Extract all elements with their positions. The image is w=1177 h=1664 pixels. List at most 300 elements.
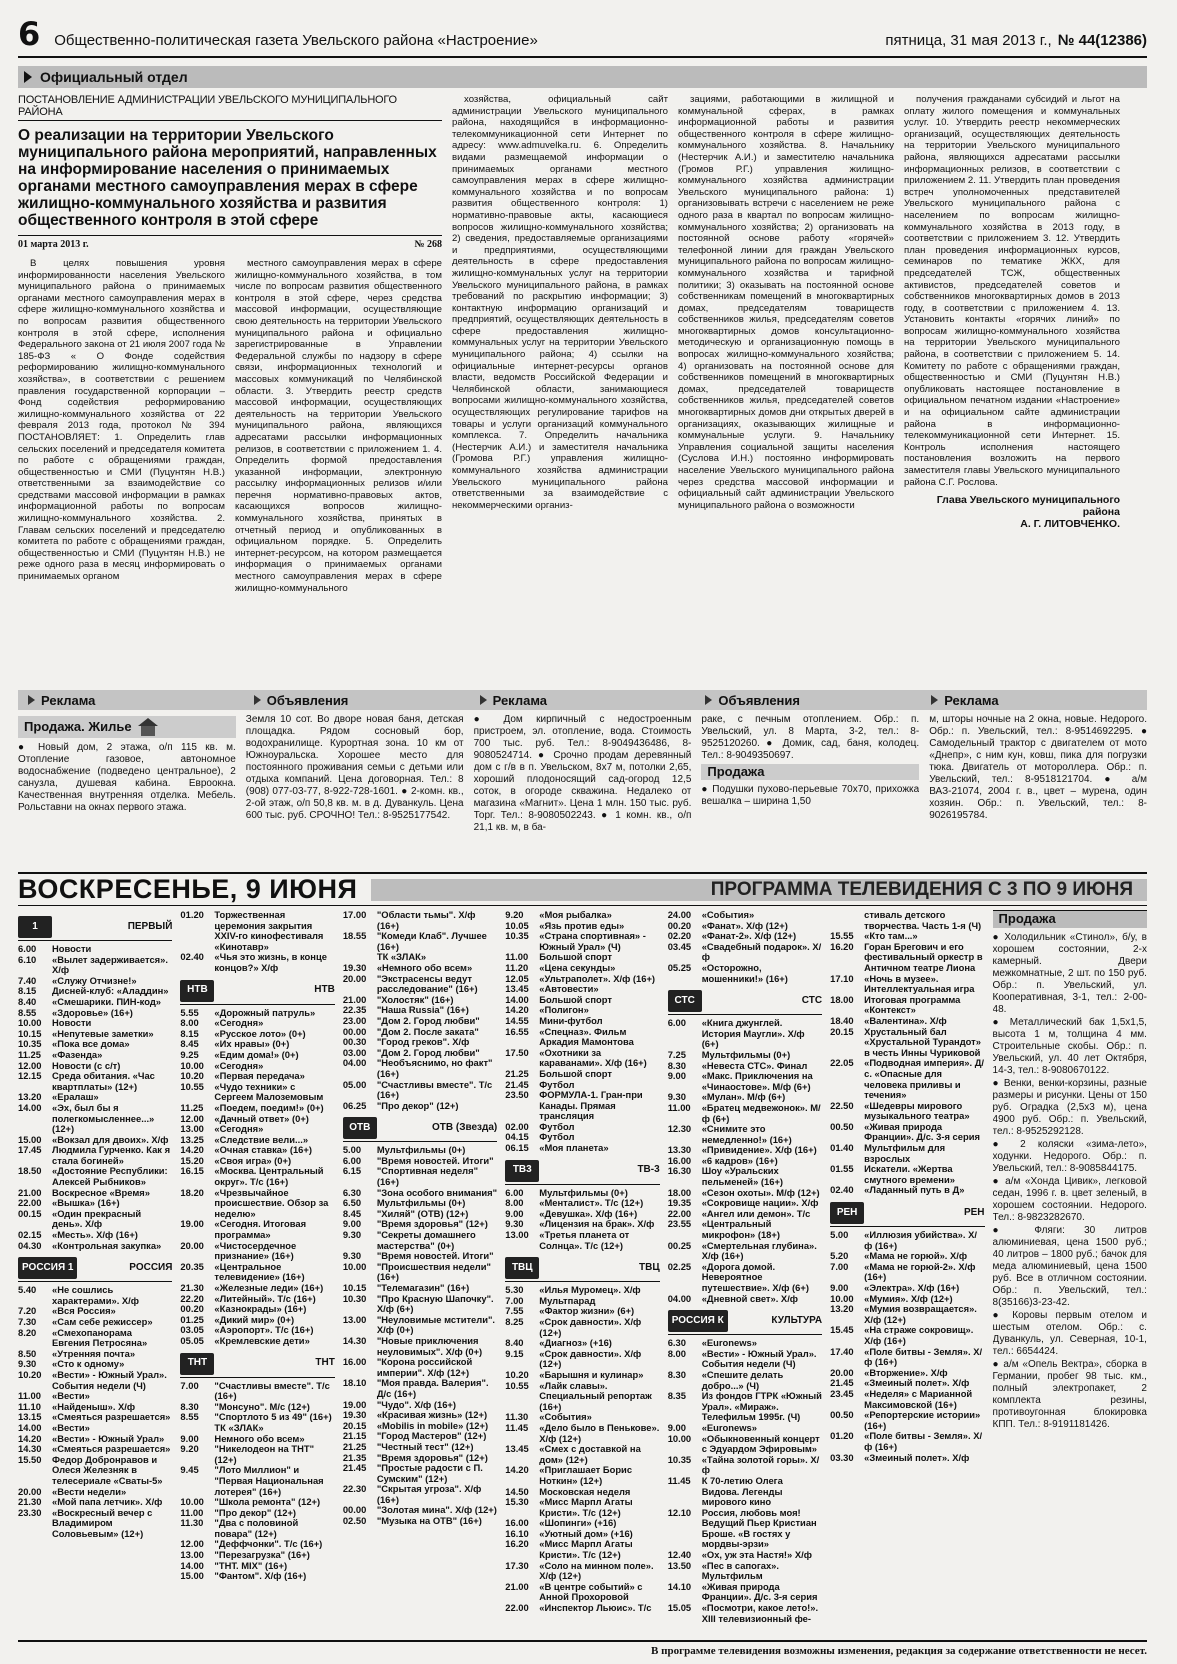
tv-time: 11.20: [505, 961, 529, 973]
tv-time: 22.00: [505, 1602, 529, 1614]
tv-time: 16.20: [830, 940, 854, 952]
tv-show: «Сегодня»: [214, 1017, 264, 1029]
decree-heading: ПОСТАНОВЛЕНИЕ АДМИНИСТРАЦИИ УВЕЛЬСКОГО МУНИЦИПАЛЬНОГО РАЙОНА: [18, 94, 442, 121]
tv-listing: [668, 1166, 822, 1187]
tv-listing: [343, 1230, 497, 1251]
tv-listing: [668, 1582, 822, 1603]
tv-listing: [830, 1027, 984, 1059]
tv-show: Мультфильмы (0+): [376, 1144, 466, 1156]
tv-show: «Воскресный вечер с Владимиром Соловьевым» (12+): [52, 1506, 153, 1539]
tv-time: 8.30: [667, 1368, 686, 1380]
tv-show: «Вести недели»: [52, 1485, 127, 1497]
sale-item: ● Венки, венки-корзины, разные размеры и рисунки. Цены от 150 руб. Оградка (2,5х3 м), цена 4900 руб. Обр.: п. Увельский, тел.: 8-9525292128.: [992, 1077, 1147, 1137]
tv-show: «Макс. Приключения на «Чинаостове». М/ф (6+): [701, 1070, 813, 1092]
sale-items: [993, 932, 1147, 1431]
tv-time: 9.00: [667, 1070, 686, 1082]
tv-time: 03.30: [830, 1451, 854, 1463]
tv-show: «Осторожно, мошенники!» (16+): [701, 961, 788, 984]
tv-listing: [343, 1463, 497, 1484]
tv-show: «Мумия». Х/ф (12+): [864, 1292, 953, 1304]
tv-show: «Тайна золотой горы». Х/ф: [701, 1453, 820, 1476]
tv-show: «Снимите это немедленно!» (16+): [701, 1123, 792, 1145]
tv-time: 20.15: [830, 1025, 854, 1037]
tv-time: 01.55: [830, 1163, 854, 1175]
tv-time: 21.15: [342, 1430, 367, 1442]
tv-time: 21.35: [342, 1451, 367, 1463]
tv-show: «Моя планета»: [539, 1142, 609, 1154]
tv-show: «Своя игра» (0+): [214, 1154, 292, 1166]
tv-time: 8.00: [667, 1347, 686, 1359]
housing-heading: [18, 716, 236, 738]
tv-time: 14.00: [505, 993, 529, 1005]
ads-column-4: [701, 714, 919, 866]
tv-time: 21.30: [180, 1282, 204, 1293]
tv-show: Большой спорт: [539, 951, 612, 963]
channel-logo-icon: РОССИЯ 1: [18, 1257, 77, 1279]
tv-show: «Дикий мир» (0+): [214, 1313, 295, 1325]
tv-show: "Спортивная неделя" (16+): [376, 1165, 479, 1188]
channel-name: СТС: [801, 994, 823, 1006]
tv-show: «Автовести»: [539, 983, 599, 995]
tv-show: «Невеста СТС». Финал: [701, 1059, 808, 1071]
tv-time: 14.20: [180, 1144, 204, 1156]
tv-time: 10.00: [180, 1059, 204, 1071]
tv-listing: [180, 1381, 334, 1402]
tv-show: «Приглашает Борис Ноткин» (12+): [539, 1464, 633, 1486]
tv-listing: [668, 1262, 822, 1294]
tv-listing: [18, 1050, 172, 1061]
tv-listing: [830, 942, 984, 974]
tv-listing: [830, 1283, 984, 1294]
ads-column-2: [246, 714, 464, 866]
tv-time: 22.35: [342, 1004, 367, 1016]
tv-time: 02.20: [667, 930, 692, 942]
tv-show: Федор Добронравов и Олеся Железняк в телесериале «Сваты-5»: [52, 1453, 163, 1486]
tv-show: «Дело было в Пенькове». Х/ф (12+): [539, 1421, 660, 1444]
tv-time: 8.55: [18, 1006, 37, 1018]
decree-date: 01 марта 2013 г.: [18, 239, 89, 250]
tv-time: 20.00: [180, 1239, 204, 1251]
tv-column: [18, 910, 172, 1630]
sale-column: [993, 910, 1147, 1630]
tv-program-title: ПРОГРАММА ТЕЛЕВИДЕНИЯ С 3 ПО 9 ИЮНЯ: [371, 879, 1147, 901]
tv-listing: [18, 1103, 172, 1135]
tv-listing: [18, 955, 172, 976]
tv-show: «Ночь в музее». Интеллектуальная игра: [864, 972, 975, 995]
decree-title: О реализации на территории Увельского муниципального района мероприятий, направленных на информирование населения о принимаемых органами местного самоуправления мерах в сфере жилищно-коммунального хозяйства и развития общественного контроля в этой сфере: [18, 127, 437, 229]
tv-schedule: [18, 910, 1147, 1630]
tv-time: 11.25: [180, 1101, 204, 1113]
tv-time: 15.30: [505, 1496, 529, 1508]
tv-time: 12.15: [18, 1070, 42, 1082]
tv-listing: [180, 1465, 334, 1497]
tv-listing: [505, 1230, 659, 1251]
tv-listing: [343, 974, 497, 995]
tv-listing: [18, 1071, 172, 1092]
tv-time: 7.00: [505, 1294, 524, 1306]
channel-logo-icon: ТНТ: [180, 1353, 214, 1375]
tv-show: "Спортлото 5 из 49" (16+): [214, 1411, 332, 1423]
tv-time: 8.20: [18, 1326, 37, 1338]
tv-listing: [668, 1124, 822, 1145]
tv-time: 10.00: [667, 1432, 692, 1444]
tv-listing: [830, 1164, 984, 1185]
tv-show: Из фондов ГТРК «Южный Урал». «Мираж». Телефильм 1995г. (Ч): [701, 1390, 822, 1423]
tv-show: "Экстрасенсы ведут расследование" (16+): [376, 972, 478, 995]
sale-item: ● Холодильник «Стинол», б/у, в хорошем состоянии, 2-х камерный. Двери межкомнатные, 2 шт. по 150 руб. Обр.: п. Увельский, ул. Кооперативная, 3-1, тел.: 2-00-48.: [992, 931, 1147, 1015]
tv-channel-heading: [343, 1117, 497, 1142]
tv-show: «Месть». Х/ф (16+): [52, 1229, 138, 1241]
section-title: Официальный отдел: [40, 69, 188, 85]
tv-time: 6.30: [667, 1337, 686, 1349]
tv-time: 15.50: [18, 1453, 42, 1465]
arrow-icon: [24, 71, 32, 83]
tv-time: 13.50: [667, 1559, 692, 1571]
tv-time: 13.00: [505, 1229, 529, 1241]
tv-show: «Euronews»: [701, 1421, 757, 1433]
tv-time: 11.30: [505, 1411, 529, 1423]
sale-item: ● а/м «Опель Вектра», сборка в Германии, пробег 98 тыс. км., полный электропакет, 2 комплекта резины, противоугонная блокировка КПП. Тел.: 8-9191181426.: [992, 1358, 1147, 1430]
tv-time: 00.00: [342, 1025, 367, 1037]
tv-time: 20.00: [18, 1485, 42, 1497]
sale-item: ● Фляги: 30 литров алюминиевая, цена 1500 руб.; 40 литров – 1800 руб.; бачок для меда алюминиевый, цена 1500 руб. Все в отличном состоянии. Обр.: п. Увельский, тел.: 8(35166)3-23-42.: [992, 1224, 1147, 1308]
tv-show: «Не сошлись характерами». Х/ф: [52, 1284, 139, 1306]
tv-time: 22.05: [830, 1057, 854, 1069]
tv-show: Среда обитания. «Час квартплаты» (12+): [52, 1070, 155, 1092]
tv-show: «Поле битвы - Земля». Х/ф (16+): [864, 1430, 983, 1452]
sale-item: ● Коровы первым отелом и шестым отелом. Обр.: с. Дуванкуль, ул. Северная, 10-1, тел.: 6654424.: [992, 1309, 1147, 1357]
tv-show: "Два с половиной повара" (12+): [214, 1517, 299, 1539]
tv-listing: [343, 910, 497, 931]
tv-show: «Братец медвежонок». М/ф (6+): [701, 1101, 821, 1124]
tv-show: Мультфильм для взрослых: [864, 1142, 946, 1164]
decree-column-4: [678, 94, 894, 684]
tv-show: «Эх, был бы я полегкомысленнее...» (12+): [52, 1101, 155, 1135]
ads-column-5: [929, 714, 1147, 866]
tv-show: Футбол: [539, 1120, 575, 1132]
tv-time: 8.35: [667, 1390, 686, 1402]
tv-show: «Сокровище нации». Х/ф: [701, 1197, 819, 1209]
tv-show: Итоговая программа «Контекст»: [864, 993, 961, 1016]
tv-show: «События»: [539, 1411, 592, 1423]
tv-show: «Непутевые заметки»: [52, 1027, 154, 1039]
decree-meta: [18, 235, 442, 250]
tv-show: «Иллюзия убийства». Х/ф (16+): [864, 1229, 977, 1251]
tv-time: 23.00: [342, 1014, 367, 1026]
tv-time: 6.30: [342, 1186, 362, 1198]
channel-logo-icon: СТС: [668, 990, 702, 1012]
tv-show: «Центральный микрофон» (18+): [701, 1218, 780, 1241]
tv-show: «Здоровье» (16+): [52, 1006, 133, 1018]
tv-time: 14.20: [505, 1004, 529, 1016]
tv-time: 10.55: [180, 1080, 204, 1092]
tv-listing: [830, 1230, 984, 1251]
tv-show: «Шедевры мирового музыкального театра»: [864, 1099, 970, 1122]
tv-time: 23.50: [505, 1089, 529, 1101]
tv-show: «Страна спортивная» - Южный Урал» (Ч): [539, 930, 646, 952]
tv-listing: [18, 1166, 172, 1187]
tv-show: «Вторжение». Х/ф: [864, 1366, 948, 1378]
tv-time: 14.10: [667, 1580, 692, 1592]
tv-show: "Школа ремонта" (12+): [214, 1496, 321, 1508]
tv-show: "Простые радости с П. Сумским" (12+): [376, 1462, 483, 1484]
housing-heading-text: Продажа. Жилье: [24, 719, 132, 734]
tv-show: «Инспектор Льюис». Т/с: [539, 1602, 652, 1614]
tv-time: 8.30: [180, 1400, 199, 1412]
tv-time: 9.25: [180, 1048, 199, 1060]
tv-listing: [343, 1058, 497, 1079]
tv-time: 24.00: [667, 910, 692, 920]
tv-time: 21.00: [342, 993, 367, 1005]
footer-note: В программе телевидения возможны изменения, редакция за содержание ответственности не несет.: [18, 1640, 1147, 1657]
tv-show: «Один прекрасный день». Х/ф: [52, 1207, 142, 1230]
tv-show: «Вся Россия»: [52, 1305, 116, 1317]
tv-time: 8.55: [180, 1411, 199, 1423]
tv-time: 10.00: [18, 1017, 42, 1029]
tv-show: «Железные леди» (16+): [214, 1282, 324, 1293]
tv-time: 16.15: [180, 1165, 204, 1177]
tv-time: 13.45: [505, 1443, 529, 1455]
tv-time: 9.00: [342, 1218, 362, 1230]
tv-listing: [830, 910, 984, 931]
tv-show: «Кто там...»: [864, 930, 918, 942]
tv-time: 5.40: [18, 1284, 37, 1296]
tv-show: "Музыка на ОТВ" (16+): [376, 1515, 482, 1527]
tv-time: 02.25: [667, 1260, 692, 1272]
tv-channel-heading: [668, 1310, 822, 1335]
tv-time: 21.45: [505, 1078, 529, 1090]
tv-time: 21.25: [342, 1440, 367, 1452]
tv-time: 10.35: [18, 1038, 42, 1050]
tv-time: 00.30: [342, 1036, 367, 1048]
tv-show: К 70-летию Олега Видова. Легенды мирового кино: [701, 1474, 783, 1508]
channel-name: ОТВ (Звезда): [431, 1121, 498, 1133]
tv-listing: [18, 1209, 172, 1230]
ad-banner-label: Объявления: [695, 693, 921, 708]
tv-time: 19.30: [342, 1409, 367, 1421]
page-header: [18, 15, 1147, 58]
tv-time: [830, 910, 860, 931]
tv-show: «Вести»: [52, 1390, 90, 1402]
tv-listing: [343, 1016, 497, 1027]
ad-text: ● Подушки пухово-перьевые 70х70, прихожка вешалка – ширина 1,50: [701, 784, 920, 807]
tv-time: 6.00: [18, 943, 37, 954]
tv-time: 17.00: [342, 910, 367, 920]
tv-listing: [180, 952, 334, 973]
tv-listing: [830, 1143, 984, 1164]
tv-listing: [180, 1082, 334, 1103]
tv-time: 7.25: [667, 1048, 686, 1060]
tv-time: 10.00: [342, 1260, 367, 1272]
tv-time: 6.50: [342, 1197, 362, 1209]
tv-show: «Мисс Марпл Агаты Кристи». Т/с (12+): [539, 1538, 633, 1561]
tv-time: 05.25: [667, 961, 692, 973]
tv-time: 12.00: [18, 1059, 42, 1071]
tv-listing: [343, 931, 497, 952]
tv-show: «Спешите делать добро...» (Ч): [701, 1368, 784, 1391]
tv-time: 19.35: [667, 1197, 692, 1209]
tv-show: «Пес в сапогах». Мультфильм: [701, 1559, 779, 1582]
tv-show: «Неделя» с Марианной Максимовской (16+): [864, 1387, 973, 1410]
tv-time: 19.00: [180, 1218, 204, 1230]
channel-name: ТНТ: [315, 1357, 335, 1369]
tv-listing: [668, 1103, 822, 1124]
ads-column-1: [18, 714, 236, 866]
tv-listing: [343, 1080, 497, 1101]
tv-time: 13.25: [180, 1133, 204, 1145]
tv-show: «Mobilis in mobile» (12+): [376, 1419, 489, 1431]
channel-logo-icon: ОТВ: [343, 1117, 377, 1139]
tv-listing: [343, 1101, 497, 1112]
tv-listing: [180, 1283, 334, 1294]
issue-date: пятница, 31 мая 2013 г.,: [885, 32, 1052, 49]
tv-show: ТК «ЗЛАК»: [376, 951, 427, 963]
tv-time: 18.00: [667, 1186, 692, 1198]
tv-time: 11.00: [180, 1506, 204, 1518]
tv-listing: [18, 1145, 172, 1166]
tv-listing: [180, 1050, 334, 1061]
tv-show: «Фанат». Х/ф (12+): [701, 919, 788, 931]
tv-listing: [343, 1262, 497, 1283]
tv-listing: [505, 1497, 659, 1518]
channel-logo-icon: РЕН: [830, 1202, 864, 1224]
tv-listing: [18, 1455, 172, 1487]
tv-time: 11.00: [18, 1390, 41, 1402]
tv-time: 8.50: [18, 1347, 37, 1359]
tv-show: «Лайк славы». Специальный репортаж (16+): [539, 1379, 652, 1412]
tv-show: "Счастливы вместе". Т/с (16+): [376, 1078, 493, 1101]
ads-column-3: [474, 714, 692, 866]
decree-text: В целях повышения уровня информированности населения Увельского муниципального района о принимаемых органами местного самоуправления мерах в сфере жилищно-коммунального хозяйства и по вопросам развития общественного контроля в этой сфере, исполнения Федерального закона от 21 июля 2007 года № 185-ФЗ « О Фонде содействия реформированию жилищно-коммунального хозяйства», в соответствии с решением правления государственной корпорации – Фонд содействия реформированию жилищно-коммунального хозяйства от 22 февраля 2013 года, протокол № 394 ПОСТАНОВЛЯЕТ: 1. Определить глав сельских поселений и председателя комитета по работе с обращениями граждан, общественностью и СМИ (Пуцунтян Н.В.) ответственными за взаимодействие со средствами массовой информации в рамках информационной работы по вопросам жилищно-коммунального хозяйства. 2. Главам сельских поселений и председателю комитета по работе с обращениями граждан, общественностью и СМИ (Пуцунтян Н.В.) не реже одного раза в месяц информировать о принимаемых органом: [18, 258, 225, 583]
tv-time: 16.00: [342, 1356, 367, 1368]
tv-show: «Мама не горюй-2». Х/ф (16+): [864, 1260, 976, 1283]
tv-show: «Репортерские истории» (16+): [864, 1409, 981, 1431]
tv-show: «Поедем, поедим!» (0+): [214, 1101, 324, 1113]
tv-time: 9.45: [180, 1464, 199, 1476]
tv-time: 01.25: [180, 1313, 204, 1325]
tv-show: «Чудо техники» с Сергеем Малоземовым: [214, 1080, 324, 1103]
tv-channel-heading: [18, 916, 172, 941]
tv-listing: [505, 1423, 659, 1444]
tv-listing: [830, 1304, 984, 1325]
tv-time: 23.55: [667, 1218, 692, 1230]
tv-time: 03.00: [342, 1046, 367, 1058]
tv-listing: [668, 1391, 822, 1423]
tv-show: «Мулан». М/ф (6+): [701, 1091, 786, 1103]
tv-time: 02.40: [180, 951, 204, 963]
tv-time: 20.35: [180, 1260, 204, 1272]
tv-day: ВОСКРЕСЕНЬЕ, 9 ИЮНЯ: [18, 874, 358, 904]
tv-time: 9.30: [342, 1229, 362, 1241]
channel-name: КУЛЬТУРА: [771, 1314, 823, 1326]
channel-name: РОССИЯ: [129, 1261, 173, 1273]
ad-text: ● Новый дом, 2 этажа, о/п 115 кв. м. Отопление газовое, автономное водоснабжение (подведено центральное), 2 санузла, душевая кабина. Евроокна. Качественная внутренняя отделка. Мебель. Рольставни на окнах первого этажа.: [18, 742, 236, 813]
tv-show: Мультпарад: [539, 1294, 596, 1306]
tv-listing: [180, 1444, 334, 1465]
tv-time: 02.15: [18, 1229, 42, 1241]
sale-item: ● Металлический бак 1,5х1,5, высота 1 м, толщина 4 мм. Строительные скобы. Обр.: п. Увельский, ул. 40 лет Октября, 14-3, тел.: 8-9080670122.: [992, 1016, 1147, 1076]
tv-time: 00.25: [667, 1239, 692, 1251]
tv-listing: [18, 944, 172, 955]
tv-show: «Вокзал для двоих». Х/ф: [52, 1133, 169, 1145]
tv-show: Новости (с с/т): [52, 1059, 121, 1071]
tv-time: 06.25: [342, 1099, 367, 1111]
tv-show: «Вести» - Южный Урал». События недели (Ч): [701, 1347, 817, 1370]
tv-time: 22.20: [180, 1292, 204, 1304]
tv-time: 17.50: [505, 1046, 529, 1058]
tv-time: 7.20: [18, 1305, 37, 1317]
classifieds: [18, 714, 1147, 866]
tv-time: 6.00: [342, 1154, 362, 1166]
tv-listing: [18, 1317, 172, 1328]
tv-show: «6 кадров» (16+): [701, 1154, 778, 1166]
tv-time: 14.20: [505, 1464, 529, 1476]
tv-show: Мини-футбол: [539, 1014, 603, 1026]
tv-listing: [343, 1336, 497, 1357]
tv-channel-heading: [180, 1353, 334, 1378]
decree-signature: [904, 494, 1120, 530]
tv-time: 17.40: [830, 1345, 854, 1357]
tv-show: «Дачный ответ» (0+): [214, 1112, 309, 1124]
tv-listing: [505, 1582, 659, 1603]
tv-time: 13.45: [505, 983, 529, 995]
tv-listing: [180, 1423, 334, 1434]
tv-show: "Наша Russia" (16+): [376, 1004, 469, 1016]
tv-show: "Город греков". Х/ф: [376, 1036, 470, 1048]
tv-time: 10.00: [180, 1496, 204, 1508]
tv-show: "Лото Миллион" и "Первая Национальная лотерея" (16+): [214, 1464, 324, 1497]
decree-text: получения гражданами субсидий и льгот на оплату жилого помещения и коммунальных услуг. 10. Утвердить реестр некоммерческих организаций, осуществляющих деятельность на территории Увельского муниципального района, являющихся адресатами рассылки информационных релизов, в соответствии с приложением 2. 11. Утвердить план проведения встреч уполномоченных представителей Увельского муниципального района с населением по вопросам жилищно-коммунального хозяйства в 2013 году, в соответствии с приложением 3. 12. Утвердить план проведения информационных курсов, семинаров по тематике ЖКХ, для председателей ТСЖ, общественных активистов, председателей советов и собственников многоквартирных домов в 2013 году, в соответствии с приложением 4. 13. Установить контакты «горячих линий» по вопросам жилищно-коммунального хозяйства на территории Увельского муниципального района, в соответствии с приложением 5. 14. Комитету по работе с обращениями граждан, общественностью и СМИ (Пуцунтян Н.В.) опубликовать настоящее постановление в официальном печатном издании «Настроение» и на официальном сайте администрации района в информационно-телекоммуникационной сети Интернет. 15. Контроль исполнения настоящего постановления возложить на первого заместителя главы Увельского муниципального района С.Г. Рослова.: [904, 94, 1120, 488]
tv-time: 14.00: [180, 1559, 204, 1571]
tv-time: 03.05: [180, 1324, 204, 1336]
tv-show: ТК «ЗЛАК»: [214, 1421, 264, 1433]
tv-time: 16.55: [505, 1025, 529, 1037]
tv-show: "Деффчонки". Т/с (16+): [214, 1538, 323, 1550]
tv-show: Хрустальный бал «Хрустальной Турандот» в честь Инны Чуриковой: [864, 1025, 981, 1058]
tv-show: ФОРМУЛА-1. Гран-при Канады. Прямая трансляция: [539, 1089, 643, 1122]
tv-show: "Дом 2. После заката": [376, 1025, 479, 1037]
tv-listing: [668, 1561, 822, 1582]
tv-time: 14.20: [18, 1432, 42, 1444]
ad-text: м, шторы ночные на 2 окна, новые. Недорого. Обр.: п. Увельский, тел.: 8-9514692295. ● Самодельный трактор с двигателем от мото «Днепр», с ним кун, ковш, пика для погрузки тюка. Двигатель от мотороллера. Обр.: п. Увельский, тел.: 8-9518121704. ● а/м ВАЗ-21074, 2004 г. в., цвет – мурена, один хозяин. Обр.: п. Увельский, тел.: 8-9026195784.: [929, 714, 1147, 821]
tv-time: 21.30: [18, 1496, 42, 1508]
tv-show: "Монсуно". М/с (12+): [214, 1400, 310, 1412]
tv-time: 18.00: [830, 993, 854, 1005]
tv-time: 10.20: [505, 1368, 529, 1380]
tv-show: «Москва. Центральный округ». Т/с (16+): [214, 1165, 324, 1188]
tv-listing: [505, 1069, 659, 1080]
tv-time: 12.00: [180, 1112, 204, 1124]
tv-show: «Менталист». Т/с (12+): [539, 1197, 644, 1209]
tv-time: 5.00: [342, 1144, 362, 1156]
tv-listing: [668, 1018, 822, 1050]
tv-time: 8.45: [342, 1207, 362, 1219]
tv-listing: [505, 1317, 659, 1338]
tv-show: «Чья это жизнь, в конце концов?» Х/ф: [214, 951, 327, 973]
tv-show: "Корона российской империи". Х/ф (12+): [376, 1356, 473, 1378]
tv-time: 02.00: [505, 1120, 529, 1132]
tv-time: 00.00: [342, 1504, 367, 1516]
tv-time: 9.30: [505, 1218, 524, 1230]
tv-time: 04.15: [505, 1131, 529, 1143]
tv-show: «Сегодня. Итоговая программа»: [214, 1218, 307, 1241]
channel-logo-icon: ТВЦ: [505, 1257, 539, 1279]
tv-show: "Время новостей. Итоги": [376, 1154, 494, 1166]
tv-time: 04.00: [667, 1292, 692, 1304]
tv-time: 8.25: [505, 1316, 524, 1327]
tv-listing: [180, 1103, 334, 1114]
tv-listing: [830, 1453, 984, 1464]
